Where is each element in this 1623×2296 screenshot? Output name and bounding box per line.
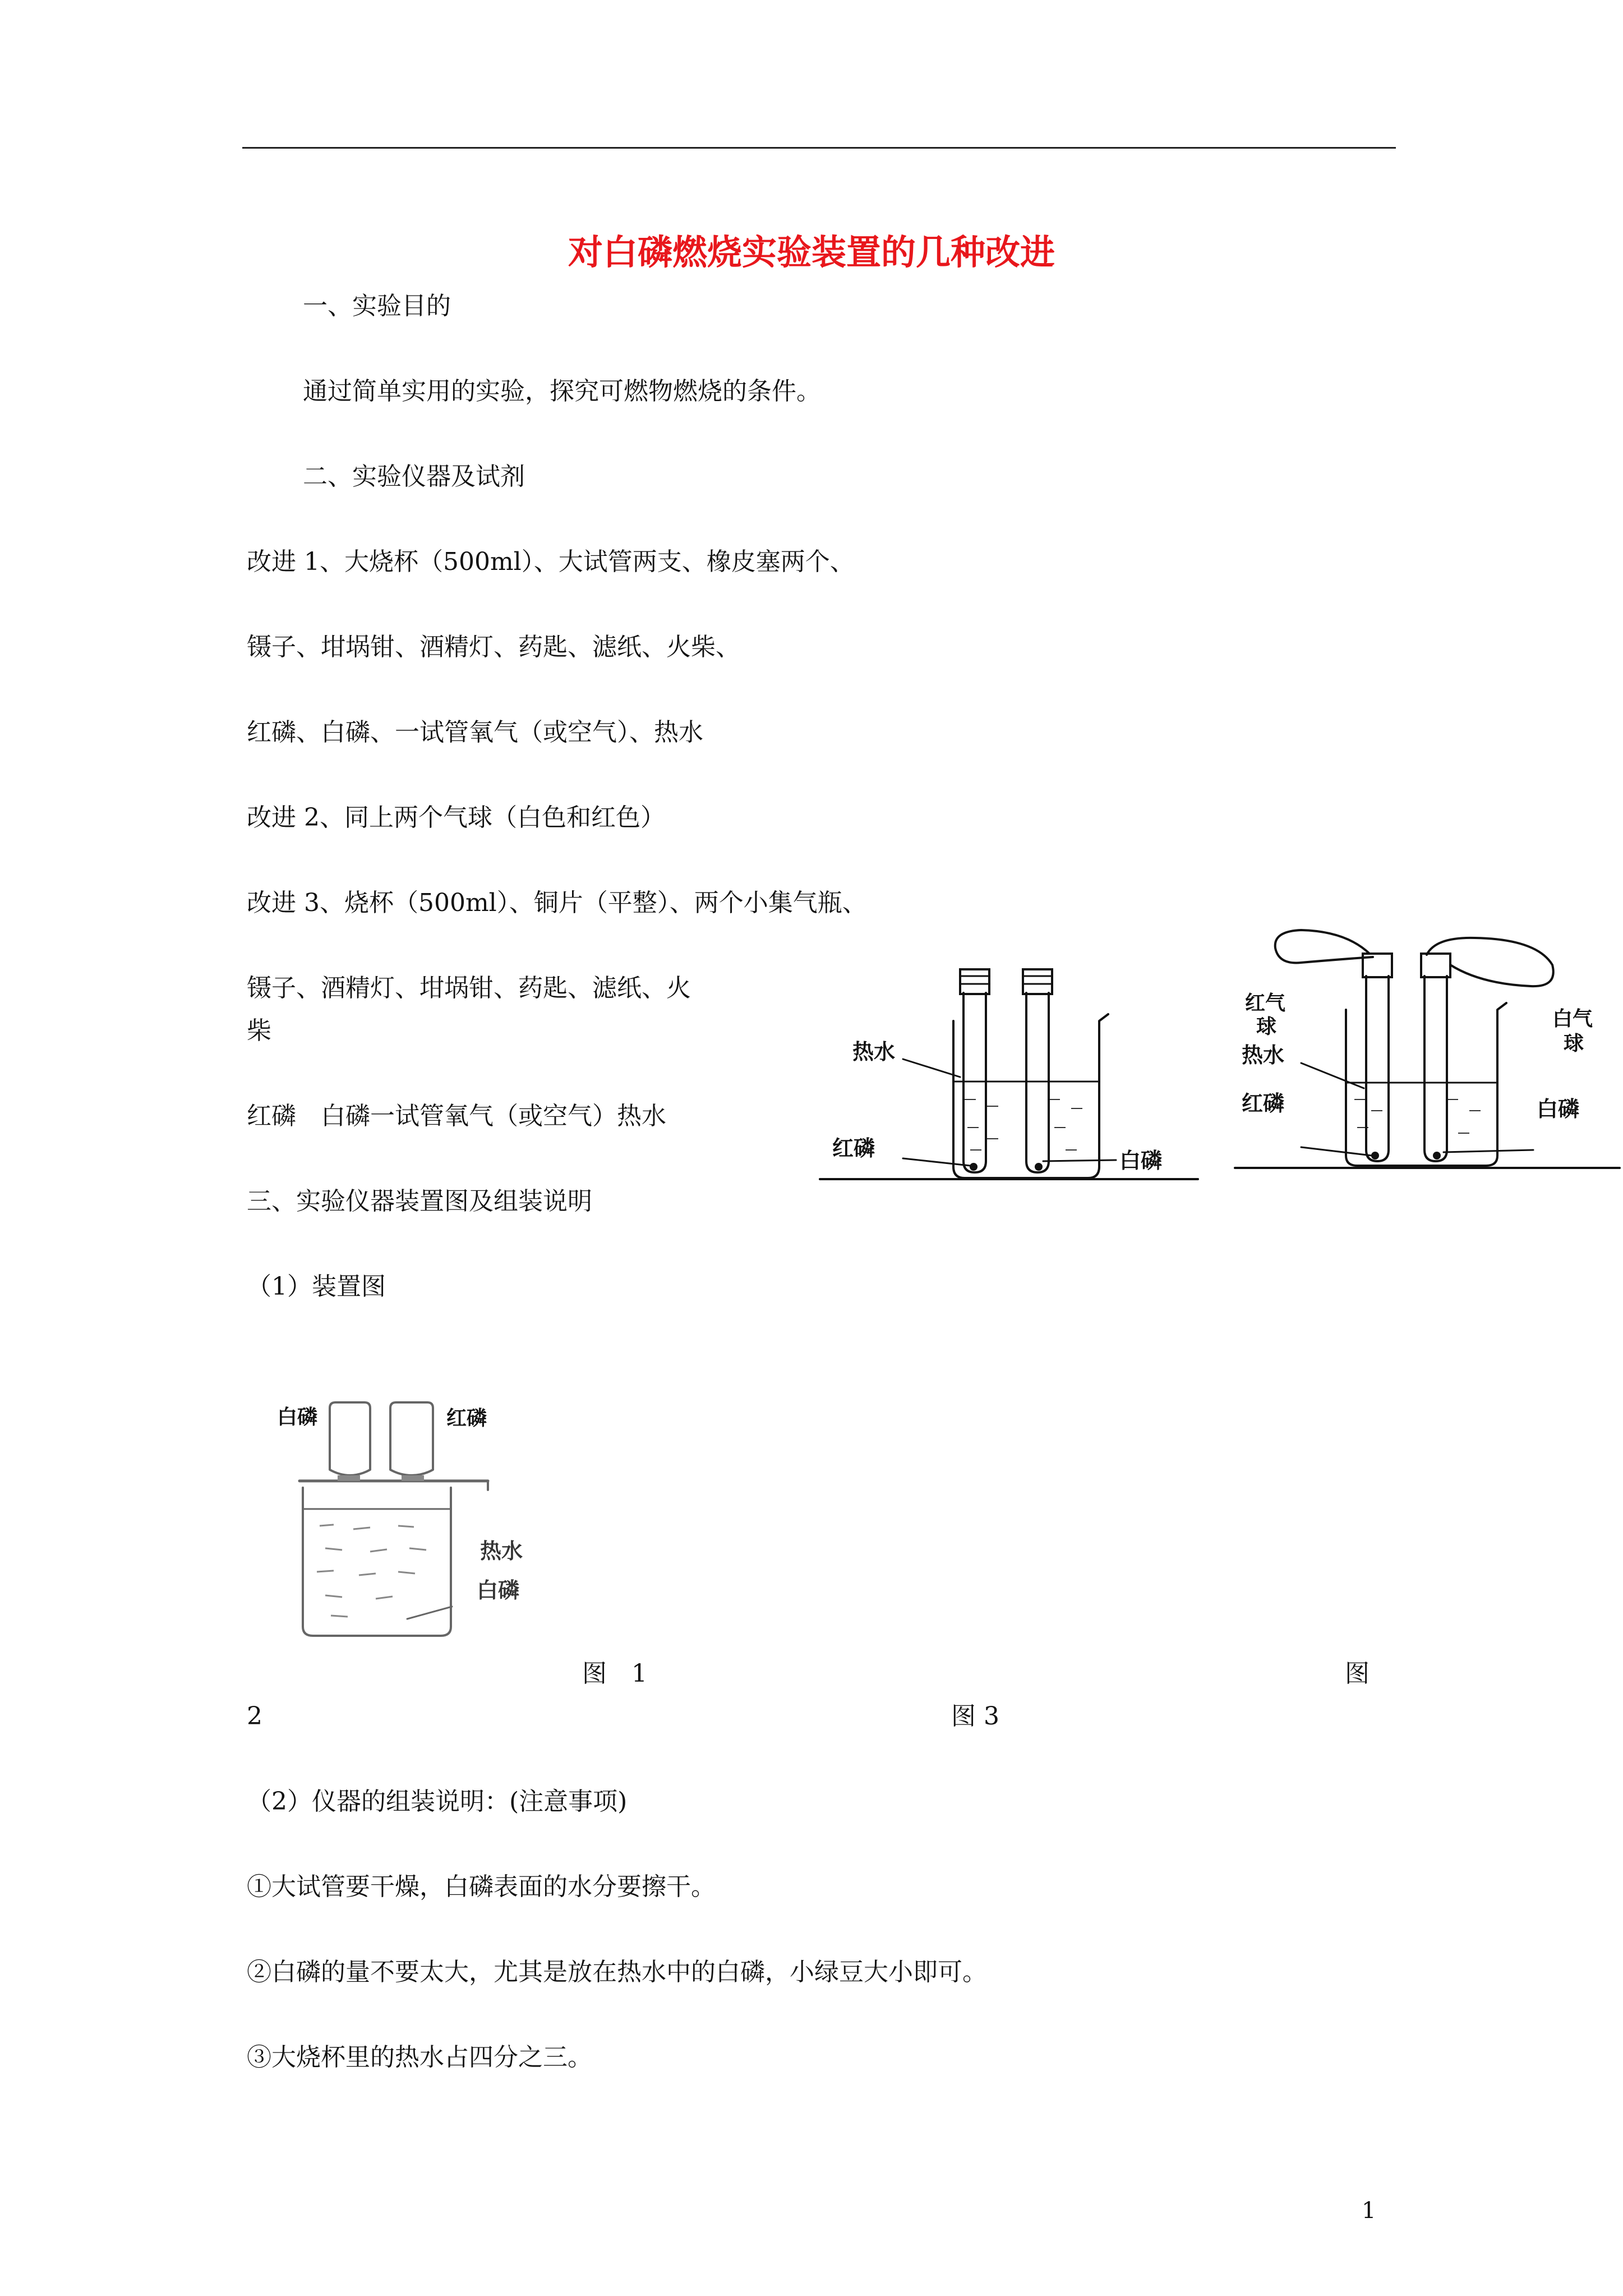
- figure-3-caption: 图 3: [951, 1702, 999, 1731]
- section-3-heading: 三、实验仪器装置图及组装说明: [247, 1187, 592, 1216]
- label-hot-water: 热水: [480, 1539, 523, 1563]
- white-balloon: [1427, 938, 1553, 986]
- label-hot-water: 热水: [852, 1039, 896, 1064]
- label-red-balloon-2: 球: [1256, 1015, 1277, 1038]
- improvement-3-line-1: 改进 3、烧杯（500ml）、铜片（平整）、两个小集气瓶、: [247, 889, 867, 917]
- left-test-tube: [963, 993, 986, 1172]
- label-red-balloon-1: 红气: [1245, 992, 1286, 1015]
- label-white-phosphorus-bottom: 白磷: [477, 1578, 520, 1603]
- note-3: ③大烧杯里的热水占四分之三。: [247, 2043, 592, 2072]
- label-hot-water: 热水: [1242, 1043, 1285, 1068]
- figure-bottles-diagram: [264, 1363, 555, 1644]
- figure-2-caption: 图: [1345, 1659, 1370, 1688]
- label-white-phosphorus: 白磷: [1537, 1097, 1580, 1121]
- label-red-phosphorus-top: 红磷: [446, 1407, 487, 1430]
- left-sample: [338, 1475, 360, 1481]
- section-3-subheading-2: （2）仪器的组装说明：(注意事项): [247, 1787, 628, 1816]
- improvement-3-line-2-wrap: 柴: [247, 1016, 271, 1045]
- right-collecting-bottle: [390, 1402, 433, 1475]
- right-test-tube: [1026, 993, 1049, 1172]
- label-white-phosphorus-top: 白磷: [277, 1406, 318, 1429]
- figure-1-caption: 图 1: [582, 1659, 647, 1688]
- right-stopper: [1421, 954, 1450, 977]
- red-phosphorus-dot: [970, 1163, 978, 1171]
- page-number: 1: [1362, 2198, 1376, 2224]
- red-balloon: [1275, 930, 1373, 963]
- left-test-tube: [1366, 976, 1389, 1161]
- section-3-subheading-1: （1）装置图: [247, 1272, 386, 1301]
- beaker-outline: [1346, 1003, 1506, 1166]
- header-rule: [242, 147, 1396, 149]
- white-phosphorus-dot: [1433, 1152, 1441, 1159]
- figure-tubes-diagram: [819, 959, 1200, 1195]
- improvement-1-line-3: 红磷、白磷、一试管氧气（或空气）、热水: [247, 718, 703, 747]
- water-dashes: [317, 1525, 426, 1617]
- page-title: 对白磷燃烧实验装置的几种改进: [568, 232, 1055, 273]
- water-dashes: [1354, 1099, 1481, 1133]
- improvement-3-line-3: 红磷 白磷一试管氧气（或空气）热水: [247, 1102, 666, 1130]
- white-phosphorus-dot: [1035, 1163, 1043, 1171]
- left-collecting-bottle: [330, 1402, 370, 1475]
- improvement-1-line-1: 改进 1、大烧杯（500ml）、大试管两支、橡皮塞两个、: [247, 547, 855, 576]
- figure-balloons-diagram: [1234, 926, 1621, 1178]
- improvement-2: 改进 2、同上两个气球（白色和红色）: [247, 803, 665, 832]
- figure-2-caption-number: 2: [247, 1702, 262, 1731]
- beaker-outline: [953, 1014, 1108, 1178]
- section-1-heading: 一、实验目的: [303, 292, 451, 320]
- label-red-phosphorus: 红磷: [832, 1136, 875, 1161]
- label-red-phosphorus: 红磷: [1242, 1091, 1285, 1116]
- label-white-balloon-1: 白气: [1552, 1007, 1593, 1030]
- improvement-1-line-2: 镊子、坩埚钳、酒精灯、药匙、滤纸、火柴、: [247, 633, 740, 661]
- note-2: ②白磷的量不要太大，尤其是放在热水中的白磷，小绿豆大小即可。: [247, 1958, 987, 1986]
- water-dashes: [965, 1099, 1082, 1150]
- label-white-phosphorus: 白磷: [1119, 1148, 1163, 1173]
- right-stopper: [1023, 969, 1052, 994]
- right-test-tube: [1424, 976, 1447, 1161]
- note-1: ①大试管要干燥，白磷表面的水分要擦干。: [247, 1872, 716, 1901]
- section-2-heading: 二、实验仪器及试剂: [303, 462, 525, 491]
- left-stopper: [960, 969, 989, 994]
- label-white-balloon-2: 球: [1564, 1032, 1584, 1055]
- right-sample: [402, 1475, 424, 1481]
- improvement-3-line-2: 镊子、酒精灯、坩埚钳、药匙、滤纸、火: [247, 974, 691, 1002]
- section-1-text: 通过简单实用的实验，探究可燃物燃烧的条件。: [303, 377, 821, 406]
